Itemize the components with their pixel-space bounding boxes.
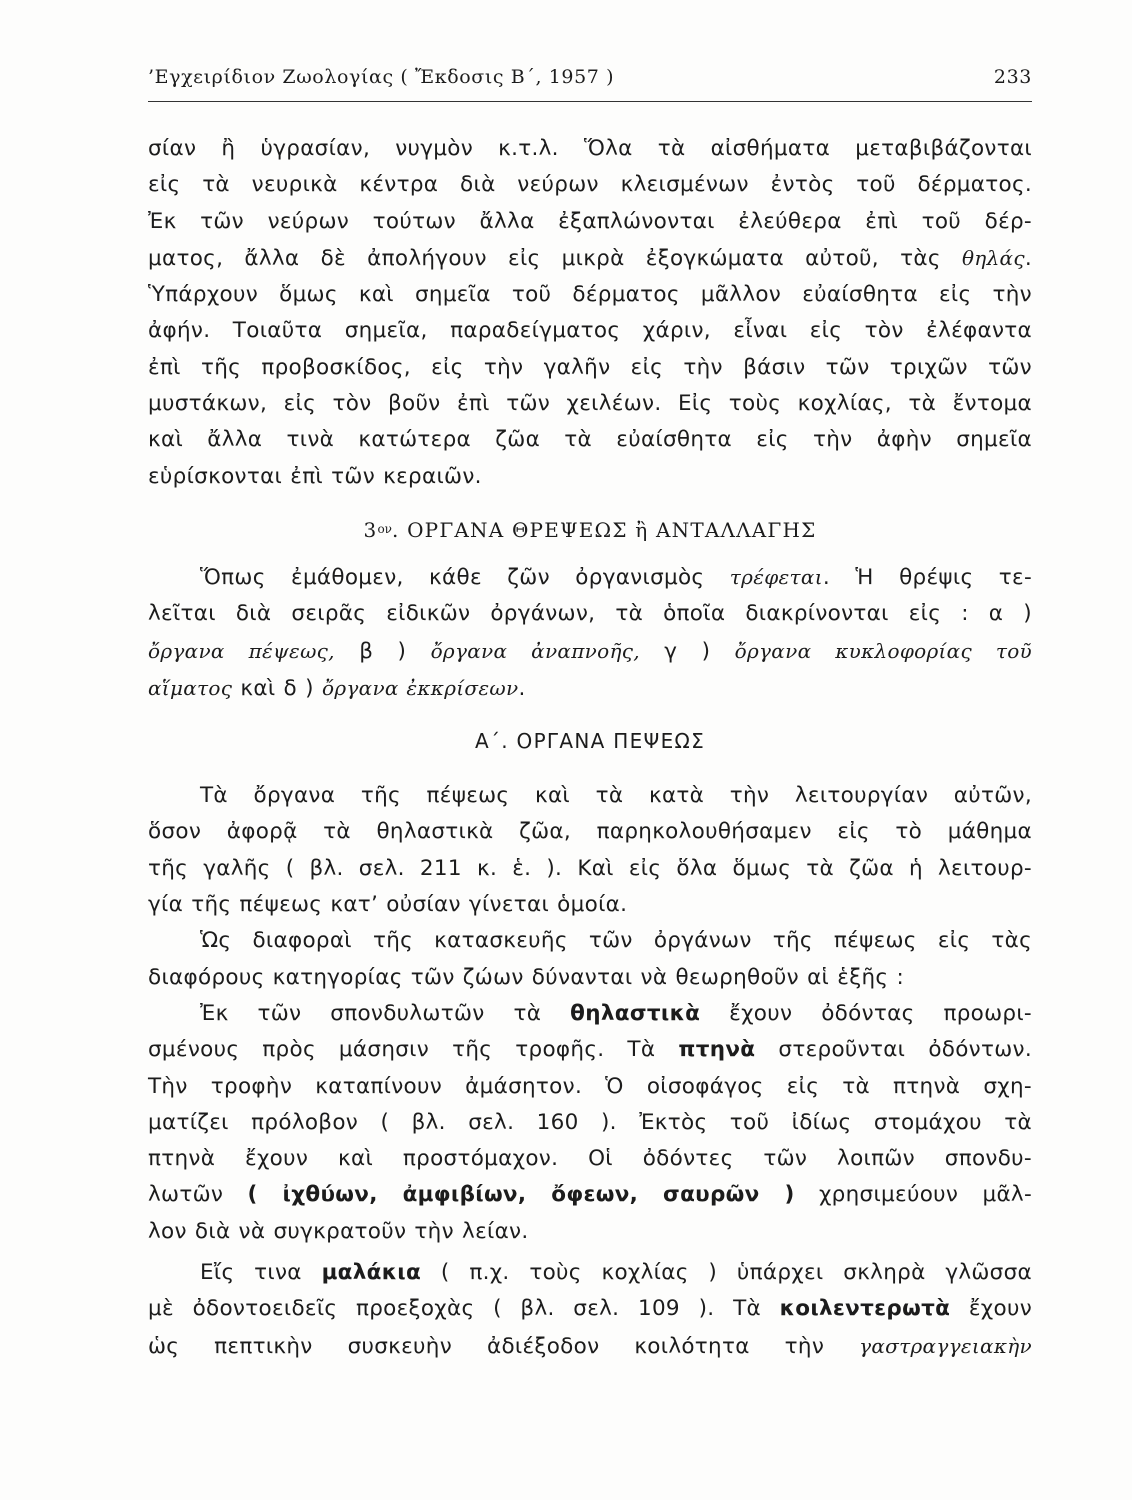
text-line: εὑρίσκονται ἐπὶ τῶν κεραιῶν.	[148, 463, 482, 489]
paragraph-vertebrates	[148, 996, 1032, 1250]
text-line: ἐπὶ τῆς προβοσκίδος, εἰς τὴν γαλῆν εἰς τὴν βάσιν τῶν τριχῶν τῶν	[148, 354, 1032, 380]
text-line: Ἐκ τῶν νεύρων τούτων ἄλλα ἐξαπλώνονται ἐλεύθερα ἐπὶ τοῦ δέρ-	[148, 208, 1032, 234]
text-line: καὶ ἄλλα τινὰ κατώτερα ζῶα τὰ εὐαίσθητα εἰς τὴν ἀφὴν σημεῖα	[148, 427, 1032, 453]
page-number: 233	[993, 66, 1032, 88]
bold-term: κοιλεντερωτὰ	[779, 1296, 951, 1322]
paragraph-nutrition	[148, 559, 1032, 707]
italic-term: θηλάς	[961, 245, 1025, 270]
text-line: Ὑπάρχουν ὅμως καὶ σημεῖα τοῦ δέρματος μᾶλλον εὐαίσθητα εἰς τὴν	[148, 282, 1032, 308]
text-line: μυστάκων, εἰς τὸν βοῦν ἐπὶ τῶν χειλέων. Εἰς τοὺς κοχλίας, τὰ ἔντομα	[148, 391, 1032, 417]
text-line: διαφόρους κατηγορίας τῶν ζώων δύνανται νὰ θεωρηθοῦν αἱ ἑξῆς :	[148, 964, 905, 990]
text-line: σίαν ἢ ὑγρασίαν, νυγμὸν κ.τ.λ. Ὅλα τὰ αἰσθήματα μεταβιβάζονται	[148, 136, 1032, 161]
text-line: πτηνὰ ἔχουν καὶ προστόμαχον. Οἱ ὀδόντες τῶν λοιπῶν σπονδυ-	[148, 1146, 1032, 1172]
section-heading-digestive-organs: Α΄. ΟΡΓΑΝΑ ΠΕΨΕΩΣ	[474, 729, 706, 754]
paragraph-differences	[148, 923, 1032, 996]
italic-term: γαστραγγειακὴν	[859, 1333, 1032, 1358]
text-line: Τὰ ὄργανα τῆς πέψεως καὶ τὰ κατὰ τὴν λειτουργίαν αὐτῶν,	[200, 783, 1032, 809]
text-line: γία τῆς πέψεως κατ’ οὐσίαν γίνεται ὁμοία.	[148, 892, 628, 918]
bold-term: θηλαστικὰ	[570, 1000, 701, 1026]
text-line: Ὅπως ἐμάθομεν, κάθε ζῶν ὀργανισμὸς τρέφεται. Ἡ θρέψις τε-	[200, 564, 1032, 590]
text-line: Ἐκ τῶν σπονδυλωτῶν τὰ θηλαστικὰ ἔχουν ὀδόντας προωρι-	[200, 1000, 1032, 1026]
text-line: Τὴν τροφὴν καταπίνουν ἀμάσητον. Ὁ οἰσοφάγος εἰς τὰ πτηνὰ σχη-	[148, 1073, 1032, 1099]
bold-term: πτηνὰ	[678, 1037, 756, 1063]
text-line: Εἴς τινα μαλάκια ( π.χ. τοὺς κοχλίας ) ὑπάρχει σκληρὰ γλῶσσα	[200, 1260, 1033, 1286]
text-line: σμένους πρὸς μάσησιν τῆς τροφῆς. Τὰ πτηνὰ στεροῦνται ὀδόντων.	[148, 1037, 1032, 1063]
text-line: Ὡς διαφοραὶ τῆς κατασκευῆς τῶν ὀργάνων τῆς πέψεως εἰς τὰς	[200, 928, 1032, 954]
italic-term: τρέφεται	[729, 564, 823, 589]
text-line: ὅσον ἀφορᾷ τὰ θηλαστικὰ ζῶα, παρηκολουθήσαμεν εἰς τὸ μάθημα	[148, 819, 1032, 845]
text-line: ὄργανα πέψεως, β ) ὄργανα ἀναπνοῆς, γ ) ὄργανα κυκλοφορίας τοῦ	[148, 638, 1033, 664]
paragraph-digestion-intro	[148, 778, 1032, 923]
bold-term: ( ἰχθύων, ἀμφιβίων, ὄφεων, σαυρῶν )	[247, 1182, 795, 1208]
text-line: τῆς γαλῆς ( βλ. σελ. 211 κ. ἑ. ). Καὶ εἰς ὅλα ὅμως τὰ ζῶα ἡ λειτουρ-	[148, 855, 1032, 881]
header-rule	[148, 101, 1032, 102]
text-line: μὲ ὀδοντοειδεῖς προεξοχὰς ( βλ. σελ. 109 ). Τὰ κοιλεντερωτὰ ἔχουν	[148, 1296, 1033, 1322]
bold-term: μαλάκια	[321, 1260, 422, 1286]
section-heading-nutrition-organs: $3^{o\nu}$. ΟΡΓΑΝΑ ΘΡΕΨΕΩΣ ἢ ΑΝΤΑΛΛΑΓΗΣ	[363, 517, 817, 542]
running-title: ’Εγχειρίδιον Ζωολογίας ( Ἔκδοσις Β΄, 1957 )	[148, 66, 615, 88]
text-line: εἰς τὰ νευρικὰ κέντρα διὰ νεύρων κλεισμένων ἐντὸς τοῦ δέρματος.	[148, 172, 1032, 198]
text-line: ματος, ἄλλα δὲ ἀπολήγουν εἰς μικρὰ ἐξογκώματα αὐτοῦ, τὰς θηλάς.	[148, 245, 1032, 271]
paragraph-touch-sense	[148, 131, 1032, 495]
text-line: λεῖται διὰ σειρᾶς εἰδικῶν ὀργάνων, τὰ ὁποῖα διακρίνονται εἰς : α )	[148, 601, 1032, 627]
page-body	[148, 131, 1032, 1365]
text-line: λον διὰ νὰ συγκρατοῦν τὴν λείαν.	[148, 1218, 529, 1244]
text-line: ματίζει πρόλοβον ( βλ. σελ. 160 ). Ἐκτὸς τοῦ ἰδίως στομάχου τὰ	[148, 1109, 1032, 1135]
text-line: ὡς πεπτικὴν συσκευὴν ἀδιέξοδον κοιλότητα τὴν γαστραγγειακὴν	[148, 1333, 1032, 1359]
paragraph-invertebrates	[148, 1255, 1032, 1365]
text-line: αἵματος καὶ δ ) ὄργανα ἐκκρίσεων.	[148, 675, 526, 701]
running-header	[148, 66, 1032, 88]
text-line: ἀφήν. Τοιαῦτα σημεῖα, παραδείγματος χάριν, εἶναι εἰς τὸν ἐλέφαντα	[148, 318, 1032, 344]
text-line: λωτῶν ( ἰχθύων, ἀμφιβίων, ὄφεων, σαυρῶν ) χρησιμεύουν μᾶλ-	[148, 1182, 1033, 1208]
